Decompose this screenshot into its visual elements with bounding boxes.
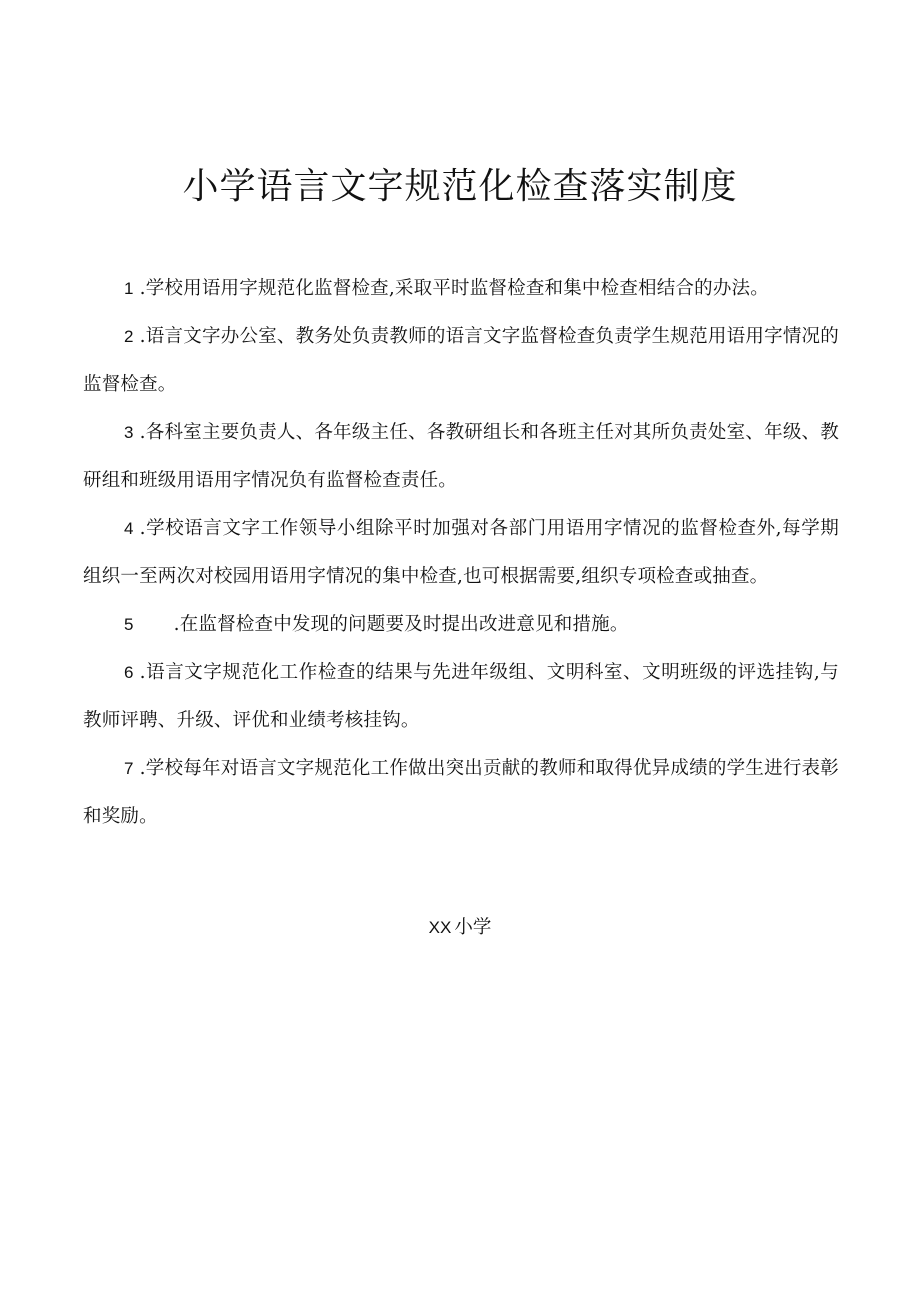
paragraph-2 — [83, 313, 839, 409]
signature-prefix: XX — [428, 918, 452, 937]
paragraph-3 — [83, 409, 839, 505]
paragraph-text: .语言文字规范化工作检查的结果与先进年级组、文明科室、文明班级的评选挂钩,与教师评聘、升级、评优和业绩考核挂钩。 — [83, 662, 839, 731]
signature-text: 小学 — [454, 917, 492, 938]
paragraph-number: 3 — [124, 423, 134, 442]
paragraph-number: 7 — [124, 759, 134, 778]
paragraph-6 — [83, 649, 839, 745]
paragraph-1 — [83, 265, 839, 313]
paragraph-number: 5 — [124, 615, 134, 634]
paragraph-number: 6 — [124, 663, 134, 682]
paragraph-4 — [83, 505, 839, 601]
paragraph-7 — [83, 745, 839, 841]
paragraph-text: .学校每年对语言文字规范化工作做出突出贡献的教师和取得优异成绩的学生进行表彰和奖励。 — [83, 758, 839, 827]
paragraph-number: 1 — [124, 279, 134, 298]
paragraph-text: .各科室主要负责人、各年级主任、各教研组长和各班主任对其所负责处室、年级、教研组和班级用语用字情况负有监督检查责任。 — [83, 422, 839, 491]
document-body — [83, 265, 839, 841]
signature — [0, 908, 920, 948]
paragraph-text: .学校语言文字工作领导小组除平时加强对各部门用语用字情况的监督检查外,每学期组织一至两次对校园用语用字情况的集中检查,也可根据需要,组织专项检查或抽查。 — [83, 518, 839, 587]
paragraph-5 — [83, 601, 839, 649]
paragraph-text: .学校用语用字规范化监督检查,采取平时监督检查和集中检查相结合的办法。 — [139, 278, 769, 299]
paragraph-text: .语言文字办公室、教务处负责教师的语言文字监督检查负责学生规范用语用字情况的监督检查。 — [83, 326, 839, 395]
paragraph-text: .在监督检查中发现的问题要及时提出改进意见和措施。 — [173, 614, 629, 635]
paragraph-number: 2 — [124, 327, 134, 346]
page-title: 小学语言文字规范化检查落实制度 — [182, 166, 738, 207]
paragraph-number: 4 — [124, 519, 134, 538]
